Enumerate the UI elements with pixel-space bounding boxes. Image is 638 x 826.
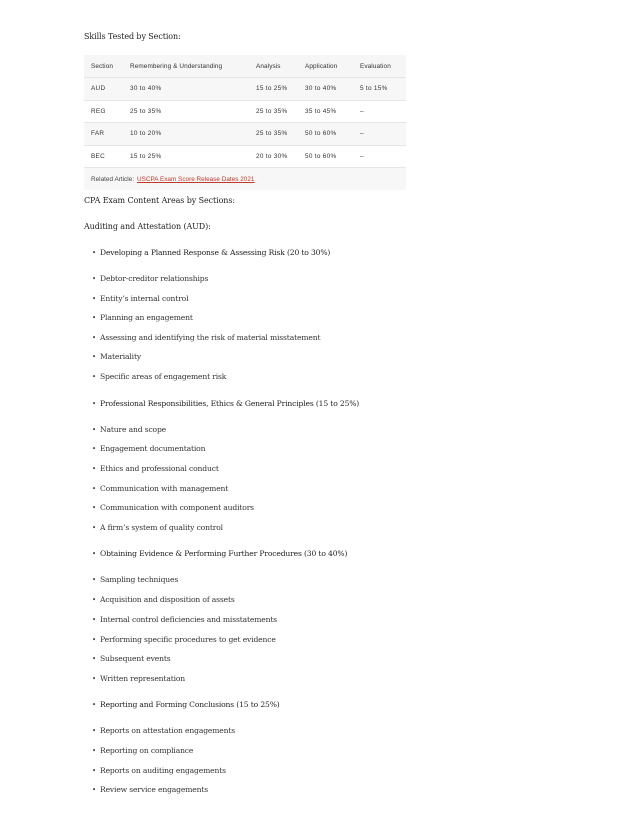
bullet-icon: •	[92, 747, 96, 755]
bullet-icon: •	[92, 485, 96, 493]
subtopic-list-item	[92, 674, 185, 683]
bullet-icon: •	[92, 675, 96, 683]
bullet-icon: •	[92, 445, 96, 453]
list-item-text: Sampling techniques	[100, 575, 179, 584]
subtopic-list-item	[92, 274, 208, 283]
table-row	[84, 145, 406, 168]
subtopic-list-item	[92, 352, 141, 361]
table-cell: 35 to 45%	[305, 107, 337, 115]
subtopic-list-item	[92, 575, 178, 584]
subtopic-list-item	[92, 615, 277, 624]
list-item-text: Specific areas of engagement risk	[100, 372, 227, 381]
subtopic-list-item	[92, 333, 320, 342]
table-cell: –	[360, 107, 364, 115]
table-cell: 25 to 35%	[256, 107, 288, 115]
list-item-text: Subsequent events	[100, 654, 171, 663]
header-cell: Remembering & Understanding	[130, 62, 223, 70]
subtopic-list-item	[92, 726, 235, 735]
bullet-icon: •	[92, 504, 96, 512]
bullet-icon: •	[92, 767, 96, 775]
table-cell: BEC	[91, 152, 106, 160]
bullet-icon: •	[92, 576, 96, 584]
table-cell: 5 to 15%	[360, 85, 388, 93]
bullet-icon: •	[92, 616, 96, 624]
table-cell: 15 to 25%	[130, 152, 162, 160]
list-item-text: Developing a Planned Response & Assessing Risk (20 to 30%)	[100, 248, 331, 257]
table-row	[84, 122, 406, 145]
header-cell: Section	[91, 62, 114, 70]
bullet-icon: •	[92, 465, 96, 473]
topic-list-item	[92, 248, 330, 257]
table-cell: 50 to 60%	[305, 130, 337, 138]
subtopic-list-item	[92, 372, 226, 381]
table-cell: REG	[91, 107, 106, 115]
list-item-text: Communication with component auditors	[100, 503, 254, 512]
list-item-text: Assessing and identifying the risk of material misstatement	[100, 333, 321, 342]
bullet-icon: •	[92, 249, 96, 257]
bullet-icon: •	[92, 655, 96, 663]
skills-table	[84, 55, 406, 190]
list-item-text: Reporting and Forming Conclusions (15 to 25%)	[100, 700, 280, 709]
bullet-icon: •	[92, 550, 96, 558]
list-item-text: Reports on auditing engagements	[100, 766, 226, 775]
table-cell: –	[360, 152, 364, 160]
skills-heading: Skills Tested by Section:	[84, 32, 181, 41]
subtopic-list-item	[92, 294, 188, 303]
header-cell: Evaluation	[360, 62, 391, 70]
list-item-text: Review service engagements	[100, 785, 209, 794]
related-article	[84, 167, 406, 190]
topic-list-item	[92, 700, 280, 709]
bullet-icon: •	[92, 596, 96, 604]
table-header-row	[84, 55, 406, 77]
subtopic-list-item	[92, 654, 171, 663]
bullet-icon: •	[92, 334, 96, 342]
subtopic-list-item	[92, 635, 276, 644]
list-item-text: Nature and scope	[100, 425, 167, 434]
list-item-text: Engagement documentation	[100, 444, 206, 453]
table-cell: 50 to 60%	[305, 152, 337, 160]
list-item-text: Professional Responsibilities, Ethics & General Principles (15 to 25%)	[100, 399, 360, 408]
list-item-text: Reporting on compliance	[100, 746, 194, 755]
bullet-icon: •	[92, 701, 96, 709]
list-item-text: Materiality	[100, 352, 141, 361]
table-cell: –	[360, 130, 364, 138]
content-areas-heading: CPA Exam Content Areas by Sections:	[84, 196, 235, 205]
table-cell: 15 to 25%	[256, 85, 288, 93]
subtopic-list-item	[92, 313, 193, 322]
subtopic-list-item	[92, 746, 193, 755]
table-row	[84, 100, 406, 123]
table-cell: 30 to 40%	[305, 85, 337, 93]
header-cell: Application	[305, 62, 338, 70]
bullet-icon: •	[92, 426, 96, 434]
subtopic-list-item	[92, 464, 219, 473]
table-cell: 25 to 35%	[256, 130, 288, 138]
bullet-icon: •	[92, 727, 96, 735]
subtopic-list-item	[92, 484, 228, 493]
related-article-label: Related Article:	[91, 175, 134, 183]
bullet-icon: •	[92, 275, 96, 283]
subtopic-list-item	[92, 766, 226, 775]
table-cell: 30 to 40%	[130, 85, 162, 93]
list-item-text: Debtor-creditor relationships	[100, 274, 209, 283]
list-item-text: Entity’s internal control	[100, 294, 189, 303]
table-cell: 20 to 30%	[256, 152, 288, 160]
list-item-text: Obtaining Evidence & Performing Further Procedures (30 to 40%)	[100, 549, 348, 558]
subtopic-list-item	[92, 523, 223, 532]
header-cell: Analysis	[256, 62, 281, 70]
list-item-text: Written representation	[100, 674, 186, 683]
subtopic-list-item	[92, 444, 205, 453]
subtopic-list-item	[92, 425, 166, 434]
bullet-icon: •	[92, 295, 96, 303]
bullet-icon: •	[92, 353, 96, 361]
bullet-icon: •	[92, 524, 96, 532]
list-item-text: Communication with management	[100, 484, 229, 493]
list-item-text: Acquisition and disposition of assets	[100, 595, 235, 604]
topic-list-item	[92, 399, 359, 408]
list-item-text: Reports on attestation engagements	[100, 726, 236, 735]
list-item-text: A firm’s system of quality control	[100, 523, 223, 532]
table-cell: AUD	[91, 85, 106, 93]
bullet-icon: •	[92, 786, 96, 794]
table-row	[84, 77, 406, 100]
list-item-text: Performing specific procedures to get evidence	[100, 635, 276, 644]
table-cell: FAR	[91, 130, 105, 138]
table-cell: 25 to 35%	[130, 107, 162, 115]
related-article-link[interactable]: USCPA Exam Score Release Dates 2021	[136, 175, 255, 183]
subtopic-list-item	[92, 785, 208, 794]
bullet-icon: •	[92, 400, 96, 408]
list-item-text: Ethics and professional conduct	[100, 464, 219, 473]
list-item-text: Internal control deficiencies and misstatements	[100, 615, 278, 624]
list-item-text: Planning an engagement	[100, 313, 193, 322]
aud-heading: Auditing and Attestation (AUD):	[84, 222, 211, 231]
table-cell: 10 to 20%	[130, 130, 162, 138]
bullet-icon: •	[92, 636, 96, 644]
bullet-icon: •	[92, 373, 96, 381]
subtopic-list-item	[92, 503, 254, 512]
bullet-icon: •	[92, 314, 96, 322]
topic-list-item	[92, 549, 347, 558]
subtopic-list-item	[92, 595, 235, 604]
